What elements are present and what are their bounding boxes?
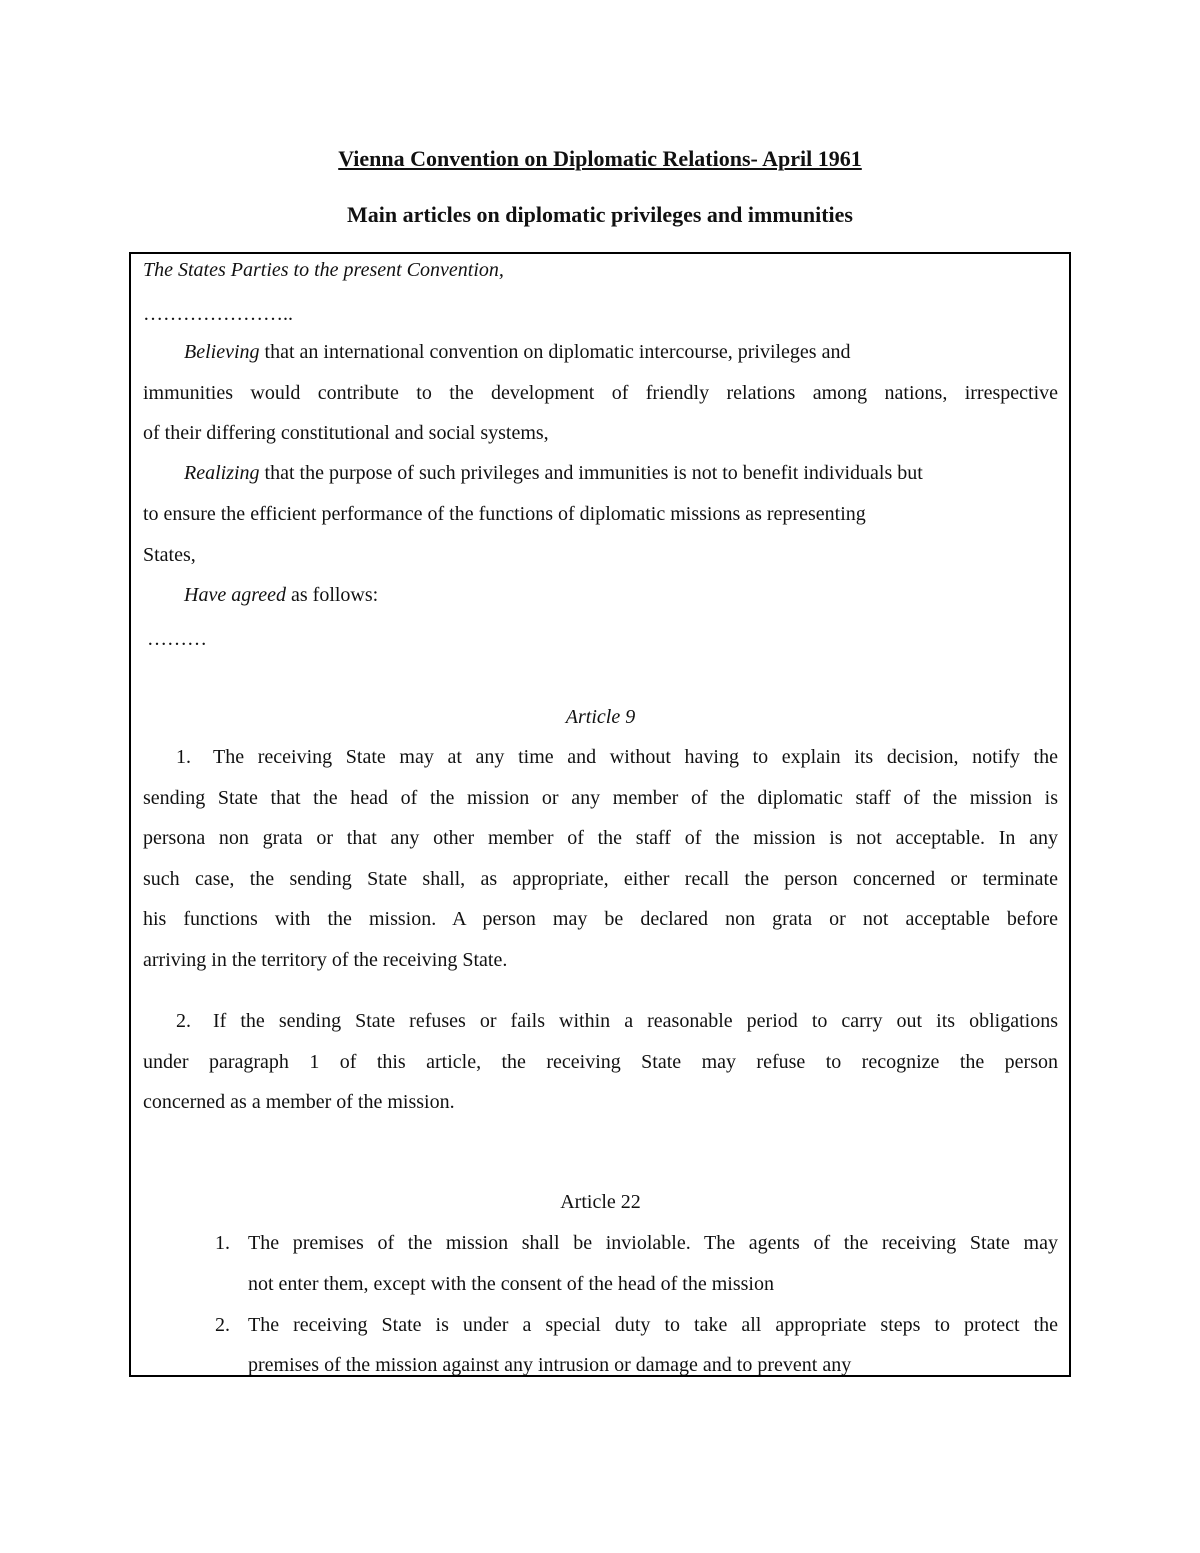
believing-line-2: immunities would contribute to the development of friendly relations among nations, irrespective xyxy=(143,382,1058,404)
article-22-heading: Article 22 xyxy=(560,1191,641,1213)
agreed-line-text: as follows: xyxy=(286,584,379,606)
article-22-item-2-number: 2. xyxy=(215,1314,230,1336)
agreed-line xyxy=(184,583,378,607)
preamble-opening-text: The States Parties to the present Convention, xyxy=(143,259,504,281)
article-9-item-1-line-4: such case, the sending State shall, as appropriate, either recall the person concerned or terminate xyxy=(143,868,1058,890)
article-22-item-2-line-2: premises of the mission against any intrusion or damage and to prevent any xyxy=(248,1354,852,1376)
preamble-opening xyxy=(143,258,504,282)
realizing-line-1-text: that the purpose of such privileges and immunities is not to benefit individuals but xyxy=(259,462,923,484)
article-9-item-2-line-1: If the sending State refuses or fails within a reasonable period to carry out its obligations xyxy=(213,1010,1058,1032)
realizing-line-2: to ensure the efficient performance of the functions of diplomatic missions as representing xyxy=(143,503,866,525)
realizing-line-3: States, xyxy=(143,544,196,566)
believing-line-1-text: that an international convention on diplomatic intercourse, privileges and xyxy=(259,341,851,363)
article-9-heading xyxy=(143,705,1058,729)
article-22-item-1-line-2: not enter them, except with the consent of the head of the mission xyxy=(248,1273,774,1295)
document-title: Vienna Convention on Diplomatic Relations- April 1961 xyxy=(338,146,862,171)
article-9-item-1-line-3: persona non grata or that any other member of the staff of the mission is not acceptable. In any xyxy=(143,827,1058,849)
realizing-line-1 xyxy=(184,461,923,485)
preamble-ellipsis: ………………….. xyxy=(143,303,293,325)
believing-line-1 xyxy=(184,340,850,364)
article-22-item-1-line-1: The premises of the mission shall be inviolable. The agents of the receiving State may xyxy=(248,1232,1058,1254)
convention-text-box xyxy=(129,252,1071,1377)
believing-line-3: of their differing constitutional and social systems, xyxy=(143,422,549,444)
article-9-heading-text: Article 9 xyxy=(565,706,636,728)
article-9-item-1-line-2: sending State that the head of the mission or any member of the diplomatic staff of the mission is xyxy=(143,787,1058,809)
article-9-item-1-number: 1. xyxy=(176,746,191,768)
article-22-item-2-line-1: The receiving State is under a special duty to take all appropriate steps to protect the xyxy=(248,1314,1058,1336)
article-9-item-2-line-2: under paragraph 1 of this article, the receiving State may refuse to recognize the person xyxy=(143,1051,1058,1073)
article-22-item-1-number: 1. xyxy=(215,1232,230,1254)
realizing-word: Realizing xyxy=(184,462,260,484)
article-9-item-2-line-3: concerned as a member of the mission. xyxy=(143,1091,455,1113)
article-9-item-1-line-1: The receiving State may at any time and without having to explain its decision, notify the xyxy=(213,746,1058,768)
document-subtitle: Main articles on diplomatic privileges and immunities xyxy=(347,202,853,227)
preamble-ellipsis-2: ……… xyxy=(147,628,207,650)
believing-word: Believing xyxy=(184,341,260,363)
agreed-word: Have agreed xyxy=(184,584,286,606)
article-9-item-1-line-5: his functions with the mission. A person may be declared non grata or not acceptable before xyxy=(143,908,1058,930)
article-9-item-2-number: 2. xyxy=(176,1010,191,1032)
article-9-item-1-line-6: arriving in the territory of the receiving State. xyxy=(143,949,508,971)
